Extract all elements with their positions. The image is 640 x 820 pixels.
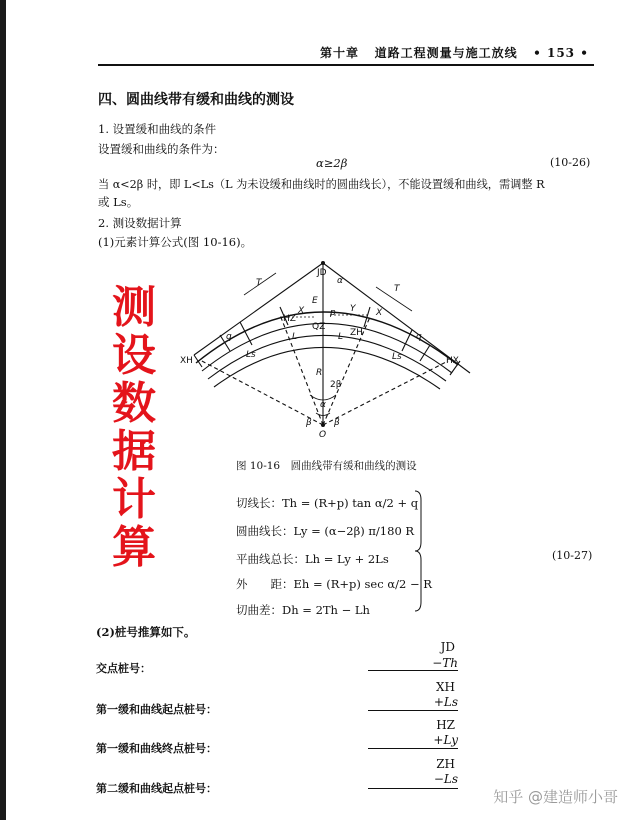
section-title: 四、圆曲线带有缓和曲线的测设 bbox=[98, 92, 294, 108]
eq-10-27: (10-27) bbox=[552, 549, 593, 562]
overlay-red-text bbox=[104, 284, 164, 572]
overlay-char: 计 bbox=[112, 474, 156, 525]
fig-label-beta1: β bbox=[306, 418, 312, 428]
right-brace bbox=[413, 490, 423, 612]
figure-10-16 bbox=[180, 255, 480, 440]
header-title: 道路工程测量与施工放线 bbox=[374, 46, 518, 60]
figure-caption: 图 10-16 圆曲线带有缓和曲线的测设 bbox=[236, 460, 417, 472]
fig-label-e: E bbox=[312, 296, 318, 306]
station-sub: +Ls bbox=[433, 695, 458, 709]
overlay-char: 算 bbox=[112, 522, 156, 573]
overlay-char: 数 bbox=[112, 378, 156, 429]
fig-label-r: R bbox=[316, 368, 323, 378]
overlay-char: 设 bbox=[112, 330, 156, 381]
fig-label-jd: JD bbox=[317, 268, 327, 278]
fig-label-ls2: Ls bbox=[392, 352, 402, 362]
radius-left bbox=[200, 360, 323, 425]
watermark: 知乎 @建造师小哥 bbox=[493, 788, 618, 806]
stations-heading: (2)桩号推算如下。 bbox=[96, 625, 196, 639]
fig-label-x1: X bbox=[298, 306, 305, 316]
s1-line1: 当 α<2β 时，即 L<Ls（L 为未设缓和曲线时的圆曲线长），不能设置缓和曲线，需调整 R bbox=[98, 178, 545, 191]
overlay-char: 测 bbox=[112, 282, 156, 333]
station-top: JD bbox=[440, 640, 455, 654]
fig-label-zh: ZH bbox=[350, 328, 363, 338]
station-label: 第一缓和曲线起点桩号： bbox=[96, 703, 217, 716]
fig-label-xh: XH bbox=[180, 356, 193, 366]
fig-label-q1: q bbox=[226, 332, 232, 342]
station-top: ZH bbox=[436, 757, 455, 771]
station-top: HZ bbox=[436, 718, 455, 732]
overlay-char: 据 bbox=[112, 426, 156, 477]
fig-label-alpha: α bbox=[337, 276, 343, 286]
station-sub: −Th bbox=[432, 656, 458, 670]
formula-tangent-length: 切线长：Th = (R+p) tan α/2 + q bbox=[236, 496, 419, 510]
formula-tangent-curve-diff: 切曲差：Dh = 2Th − Lh bbox=[236, 603, 370, 617]
formula-circular-length: 圆曲线长：Ly = (α−2β) π/180 R bbox=[236, 524, 415, 538]
station-rule bbox=[368, 710, 458, 711]
station-label: 交点桩号： bbox=[96, 662, 151, 675]
fig-label-ly1: L bbox=[292, 332, 298, 342]
header-rule bbox=[98, 64, 594, 66]
fig-label-2beta: 2β bbox=[330, 380, 342, 390]
station-rule bbox=[368, 788, 458, 789]
station-label: 第一缓和曲线终点桩号： bbox=[96, 742, 217, 755]
fig-label-q2: q bbox=[416, 332, 422, 342]
station-rule bbox=[368, 748, 458, 749]
station-sub: −Ls bbox=[433, 772, 458, 786]
fig-label-alpha2: α bbox=[320, 400, 326, 410]
station-label: 第二缓和曲线起点桩号： bbox=[96, 782, 217, 795]
curve-inner bbox=[208, 335, 446, 381]
fig-label-t2: T bbox=[394, 284, 400, 294]
fig-label-p: p bbox=[330, 308, 336, 318]
radius-right bbox=[323, 361, 448, 425]
formula-total-length: 平曲线总长：Lh = Ly + 2Ls bbox=[236, 552, 389, 566]
fig-label-x2: X bbox=[376, 308, 383, 318]
s1-intro: 设置缓和曲线的条件为： bbox=[98, 142, 225, 156]
s1-heading: 1. 设置缓和曲线的条件 bbox=[98, 122, 217, 136]
formula-external-distance: 外 距：Eh = (R+p) sec α/2 − R bbox=[236, 577, 432, 591]
s1-formula: α≥2β bbox=[316, 156, 348, 170]
header-page: • 153 • bbox=[533, 46, 589, 60]
fig-label-hz: HZ bbox=[283, 314, 296, 324]
fig-label-y1: Y bbox=[350, 304, 356, 314]
eq-10-26: (10-26) bbox=[550, 156, 591, 169]
running-header bbox=[320, 44, 589, 61]
station-rule bbox=[368, 670, 458, 671]
page-left-edge bbox=[0, 0, 6, 820]
fig-label-beta2: β bbox=[334, 418, 340, 428]
s1-line2: 或 Ls。 bbox=[98, 195, 139, 209]
station-sub: +Ly bbox=[433, 733, 458, 747]
fig-label-t1: T bbox=[256, 278, 262, 288]
fig-label-qz: QZ bbox=[312, 322, 326, 332]
s2-sub1: (1)元素计算公式(图 10-16)。 bbox=[98, 235, 253, 249]
radius-zh bbox=[323, 317, 370, 425]
fig-label-hx: HX bbox=[446, 356, 459, 366]
fig-label-ls1: Ls bbox=[246, 350, 256, 360]
s2-heading: 2. 测设数据计算 bbox=[98, 216, 182, 230]
fig-label-ly2: L bbox=[338, 332, 344, 342]
header-chapter: 第十章 bbox=[320, 46, 360, 60]
station-top: XH bbox=[435, 680, 455, 694]
fig-label-o: O bbox=[319, 430, 327, 440]
